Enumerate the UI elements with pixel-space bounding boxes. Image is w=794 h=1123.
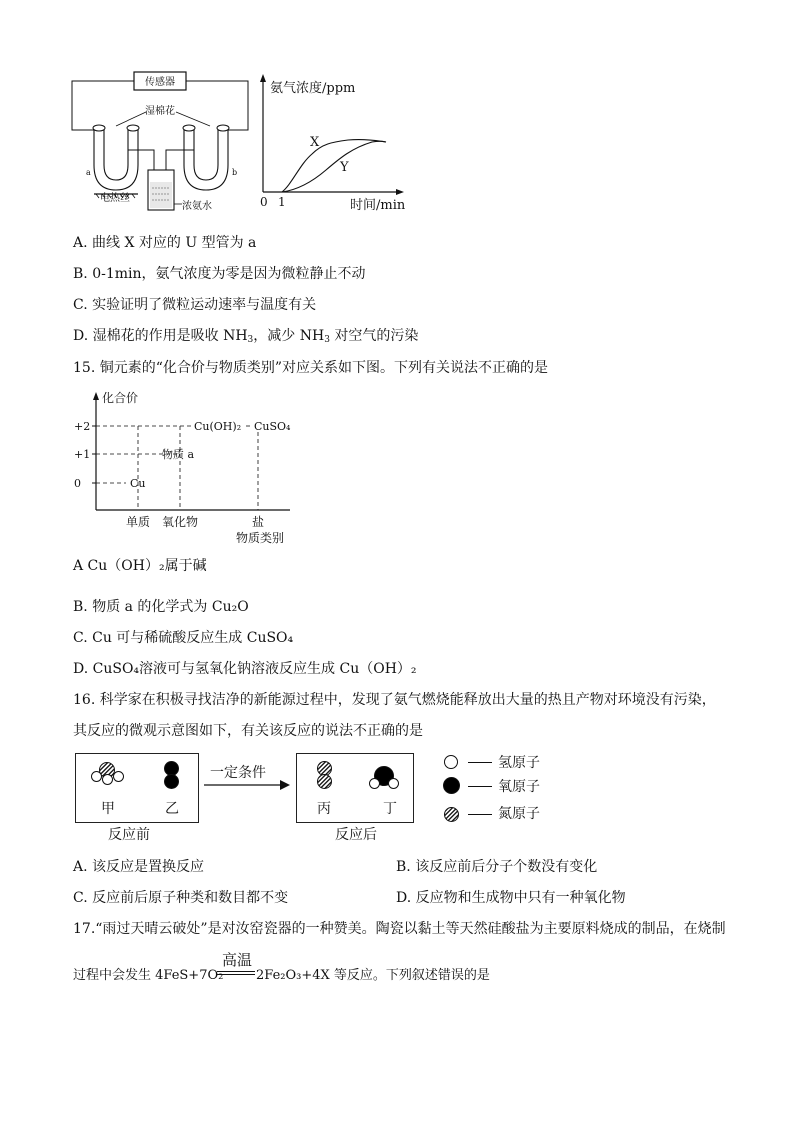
- sensor-label: 传感器: [145, 77, 175, 88]
- legend-line: [468, 786, 492, 787]
- origin-label: 0: [260, 195, 268, 209]
- q15-option-b: B. 物质 a 的化学式为 Cu₂O: [73, 599, 249, 615]
- condition-label: 一定条件: [210, 765, 266, 781]
- ding-label: 丁: [383, 801, 397, 817]
- x-axis-label: 时间/min: [350, 198, 406, 213]
- legend-n-label: 氮原子: [498, 806, 540, 822]
- q14-option-c: C. 实验证明了微粒运动速率与温度有关: [73, 297, 317, 313]
- q15-option-d: D. CuSO₄溶液可与氢氧化钠溶液反应生成 Cu（OH）₂: [73, 661, 417, 677]
- q16-option-d: D. 反应物和生成物中只有一种氧化物: [396, 890, 626, 906]
- q14-option-a: A. 曲线 X 对应的 U 型管为 a: [73, 235, 257, 251]
- jia-label: 甲: [101, 801, 115, 817]
- q16-stem-line1: 16. 科学家在积极寻找洁净的新能源过程中，发现了氨气燃烧能释放出大量的热且产物对环境没有污染，: [73, 692, 716, 708]
- q16-option-c: C. 反应前后原子种类和数目都不变: [73, 890, 289, 906]
- q16-option-a: A. 该反应是置换反应: [73, 859, 205, 875]
- ding-h-atom: [369, 778, 380, 789]
- legend-line: [468, 762, 492, 763]
- after-label: 反应后: [335, 827, 377, 843]
- ding-h-atom: [388, 778, 399, 789]
- bing-n-atom: [317, 774, 332, 789]
- q17-line2-pre: 过程中会发生 4FeS+7O₂: [73, 968, 224, 983]
- data-point-label: Cu(OH)₂: [194, 420, 242, 433]
- apparatus-diagram: [64, 70, 264, 220]
- before-label: 反应前: [108, 827, 150, 843]
- yi-o-atom: [164, 774, 179, 789]
- curve-x-label: X: [310, 135, 320, 150]
- q17-line2-post: 2Fe₂O₃+4X 等反应。下列叙述错误的是: [256, 968, 490, 983]
- u-tube-b: [184, 128, 228, 190]
- q17-line1: 17.“雨过天晴云破处”是对汝窑瓷器的一种赞美。陶瓷以黏土等天然硅酸盐为主要原料烧成的制品，在烧制: [73, 921, 726, 937]
- q14-option-d: D. 湿棉花的作用是吸收 $NH_3$，减少 $NH_3$ 对空气的污染: [73, 328, 419, 345]
- ammonia-water-label: 浓氨水: [182, 201, 212, 212]
- y-axis-arrow: [93, 392, 99, 400]
- yi-label: 乙: [165, 801, 179, 817]
- q16-stem-line2: 其反应的微观示意图如下，有关该反应的说法不正确的是: [73, 723, 423, 739]
- jia-h-atom: [91, 771, 102, 782]
- wire-left: [72, 81, 134, 130]
- q15-stem: 15. 铜元素的“化合价与物质类别”对应关系如下图。下列有关说法不正确的是: [73, 360, 549, 376]
- before-box: [75, 753, 199, 823]
- tube-a-label: a: [86, 168, 91, 177]
- data-point-label: CuSO₄: [254, 420, 291, 433]
- q14-option-b: B. 0-1min，氨气浓度为零是因为微粒静止不动: [73, 266, 366, 282]
- q15-option-a: A Cu（OH）₂属于碱: [73, 558, 207, 574]
- legend-line: [468, 814, 492, 815]
- jia-h-atom: [113, 771, 124, 782]
- wet-cotton-label: 湿棉花: [145, 106, 175, 117]
- heater-label: 电热丝: [100, 193, 130, 204]
- q16-option-b: B. 该反应前后分子个数没有变化: [396, 859, 598, 875]
- x-tick-label: 盐: [251, 515, 265, 529]
- q15-option-c: C. Cu 可与稀硫酸反应生成 CuSO₄: [73, 630, 294, 646]
- legend-h-label: 氢原子: [498, 755, 540, 771]
- x-tick-label: 单质: [125, 515, 151, 529]
- x-axis-label: 物质类别: [235, 531, 285, 545]
- q17-condition: 高温: [222, 951, 253, 969]
- legend-n-atom: [444, 807, 459, 822]
- y-tick-label: +1: [74, 448, 91, 461]
- curve-y-label: Y: [340, 160, 349, 175]
- x-tick-label: 氧化物: [161, 515, 199, 529]
- tube-b-label: b: [232, 168, 238, 177]
- bing-label: 丙: [317, 801, 331, 817]
- curve-y: [282, 141, 386, 192]
- wire-right: [186, 81, 248, 130]
- y-tick-label: +2: [74, 420, 91, 433]
- legend-o-label: 氧原子: [498, 779, 540, 795]
- legend-o-atom: [443, 777, 460, 794]
- curve-x: [282, 140, 386, 192]
- tick-1-label: 1: [278, 195, 286, 209]
- reaction-arrow: [200, 778, 292, 792]
- concentration-chart: [252, 74, 412, 214]
- y-axis-label: 氨气浓度/ppm: [270, 81, 356, 96]
- legend-h-atom: [444, 755, 458, 769]
- valence-chart: [70, 386, 310, 548]
- y-tick-label: 0: [74, 477, 81, 490]
- data-point-label: Cu: [130, 477, 146, 490]
- jia-h-atom: [102, 774, 113, 785]
- u-tube-a: [94, 128, 138, 190]
- y-axis-label: 化合价: [102, 391, 139, 405]
- data-point-label: 物质 a: [162, 448, 195, 461]
